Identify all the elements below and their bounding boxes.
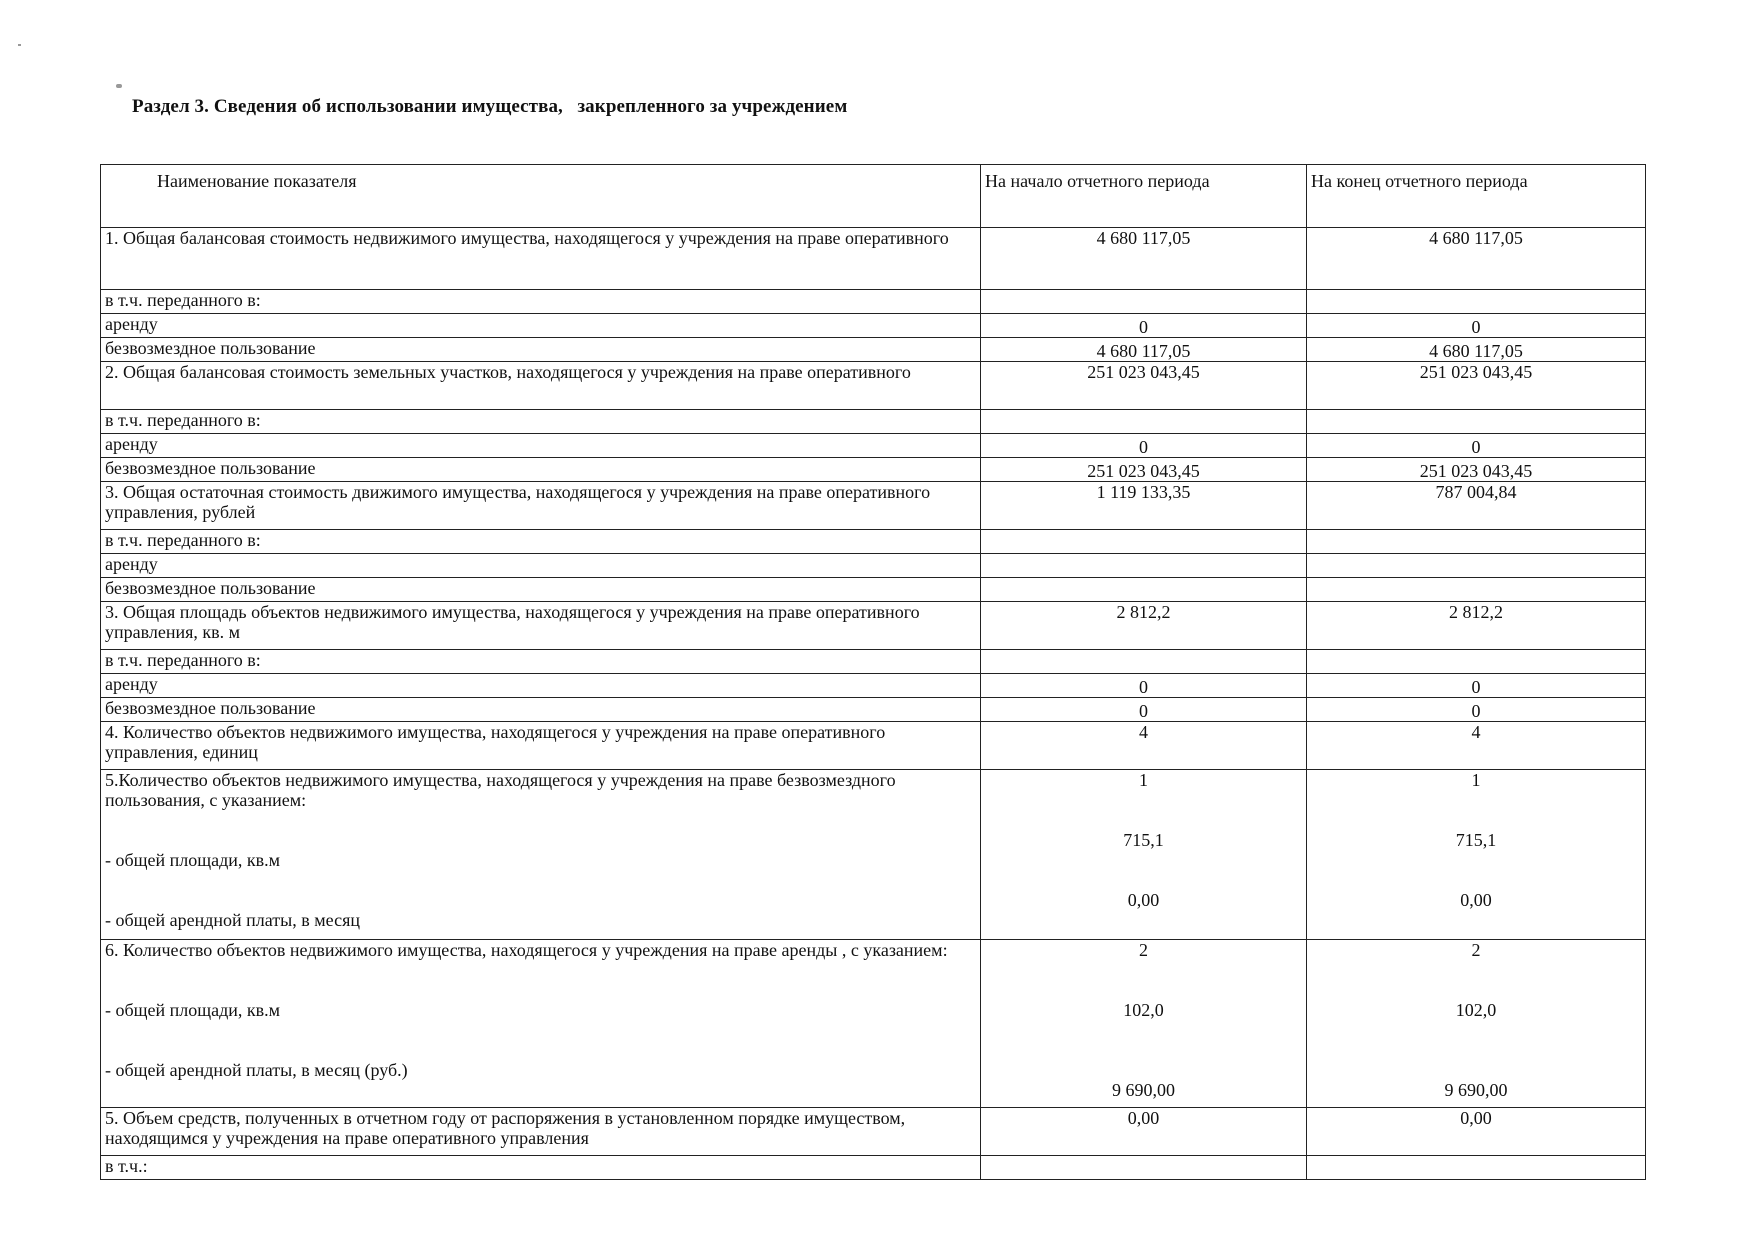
value-end [1307, 650, 1646, 674]
row-label: 2. Общая балансовая стоимость земельных участков, находящегося у учреждения на праве оперативного [101, 362, 981, 410]
table-row [101, 578, 1646, 602]
value-end [1307, 554, 1646, 578]
value-start [981, 554, 1307, 578]
header-period-end: На конец отчетного периода [1307, 165, 1646, 228]
value-end: 1 715,1 0,00 [1307, 770, 1646, 940]
value-start [981, 1156, 1307, 1180]
value-start: 0 [981, 314, 1307, 338]
value-start: 0 [981, 434, 1307, 458]
value-start [981, 410, 1307, 434]
value-start: 251 023 043,45 [981, 362, 1307, 410]
value-end [1307, 530, 1646, 554]
value-end: 0,00 [1307, 1108, 1646, 1156]
value-end: 787 004,84 [1307, 482, 1646, 530]
row-label: аренду [101, 314, 981, 338]
row-label: 5.Количество объектов недвижимого имущества, находящегося у учреждения на праве безвозмездного пользования, с указанием: - общей площади, кв.м - общей арендной платы, в месяц [101, 770, 981, 940]
value-start [981, 650, 1307, 674]
header-indicator-name: Наименование показателя [101, 165, 981, 228]
value-end: 4 680 117,05 [1307, 228, 1646, 290]
table-row [101, 722, 1646, 770]
value-start: 4 680 117,05 [981, 338, 1307, 362]
row-label: в т.ч. переданного в: [101, 290, 981, 314]
value-start: 4 [981, 722, 1307, 770]
row-label: 1. Общая балансовая стоимость недвижимого имущества, находящегося у учреждения на праве оперативного [101, 228, 981, 290]
row-label: аренду [101, 554, 981, 578]
scan-speck [116, 84, 122, 88]
value-start: 2 812,2 [981, 602, 1307, 650]
table-row [101, 698, 1646, 722]
value-start: 0 [981, 674, 1307, 698]
value-start: 1 119 133,35 [981, 482, 1307, 530]
value-end [1307, 1156, 1646, 1180]
table-row [101, 530, 1646, 554]
table-row [101, 434, 1646, 458]
value-end: 251 023 043,45 [1307, 362, 1646, 410]
value-start [981, 530, 1307, 554]
row-label: в т.ч. переданного в: [101, 410, 981, 434]
value-start [981, 290, 1307, 314]
value-start [981, 578, 1307, 602]
row-label: аренду [101, 674, 981, 698]
table-row [101, 602, 1646, 650]
row-label: в т.ч. переданного в: [101, 650, 981, 674]
table-row [101, 770, 1646, 940]
table-row [101, 410, 1646, 434]
row-label: 4. Количество объектов недвижимого имущества, находящегося у учреждения на праве оперативного управления, единиц [101, 722, 981, 770]
section-title: Раздел 3. Сведения об использовании имущества, закрепленного за учреждением [132, 96, 848, 117]
value-end [1307, 410, 1646, 434]
row-label: 3. Общая площадь объектов недвижимого имущества, находящегося у учреждения на праве оперативного управления, кв. м [101, 602, 981, 650]
value-end [1307, 290, 1646, 314]
value-start: 251 023 043,45 [981, 458, 1307, 482]
value-end: 251 023 043,45 [1307, 458, 1646, 482]
value-end: 0 [1307, 434, 1646, 458]
value-start: 0,00 [981, 1108, 1307, 1156]
value-end: 2 102,0 9 690,00 [1307, 940, 1646, 1108]
row-label: в т.ч.: [101, 1156, 981, 1180]
value-start: 4 680 117,05 [981, 228, 1307, 290]
row-label: аренду [101, 434, 981, 458]
value-start: 1 715,1 0,00 [981, 770, 1307, 940]
row-label: 5. Объем средств, полученных в отчетном году от распоряжения в установленном порядке имуществом, находящимся у учреждения на праве оперативного управления [101, 1108, 981, 1156]
value-end [1307, 578, 1646, 602]
row-label: в т.ч. переданного в: [101, 530, 981, 554]
table-row [101, 650, 1646, 674]
header-period-start: На начало отчетного периода [981, 165, 1307, 228]
row-label: 6. Количество объектов недвижимого имущества, находящегося у учреждения на праве аренды , с указанием: - общей площади, кв.м - общей арендной платы, в месяц (руб.) [101, 940, 981, 1108]
row-label: безвозмездное пользование [101, 698, 981, 722]
row-label: безвозмездное пользование [101, 458, 981, 482]
value-end: 0 [1307, 674, 1646, 698]
value-start: 0 [981, 698, 1307, 722]
table-row [101, 228, 1646, 290]
value-end: 4 680 117,05 [1307, 338, 1646, 362]
value-end: 4 [1307, 722, 1646, 770]
table-row [101, 362, 1646, 410]
value-start: 2 102,0 9 690,00 [981, 940, 1307, 1108]
table-row [101, 554, 1646, 578]
table-row [101, 458, 1646, 482]
table-row [101, 1108, 1646, 1156]
property-usage-table [100, 164, 1646, 1180]
table-row [101, 674, 1646, 698]
table-row [101, 1156, 1646, 1180]
value-end: 0 [1307, 698, 1646, 722]
table-row [101, 314, 1646, 338]
value-end: 2 812,2 [1307, 602, 1646, 650]
row-label: безвозмездное пользование [101, 338, 981, 362]
row-label: безвозмездное пользование [101, 578, 981, 602]
scan-speck [18, 44, 21, 46]
table-row [101, 940, 1646, 1108]
value-end: 0 [1307, 314, 1646, 338]
row-label: 3. Общая остаточная стоимость движимого имущества, находящегося у учреждения на праве оперативного управления, рублей [101, 482, 981, 530]
table-row [101, 338, 1646, 362]
table-row [101, 482, 1646, 530]
table-row [101, 290, 1646, 314]
table-header-row [101, 165, 1646, 228]
